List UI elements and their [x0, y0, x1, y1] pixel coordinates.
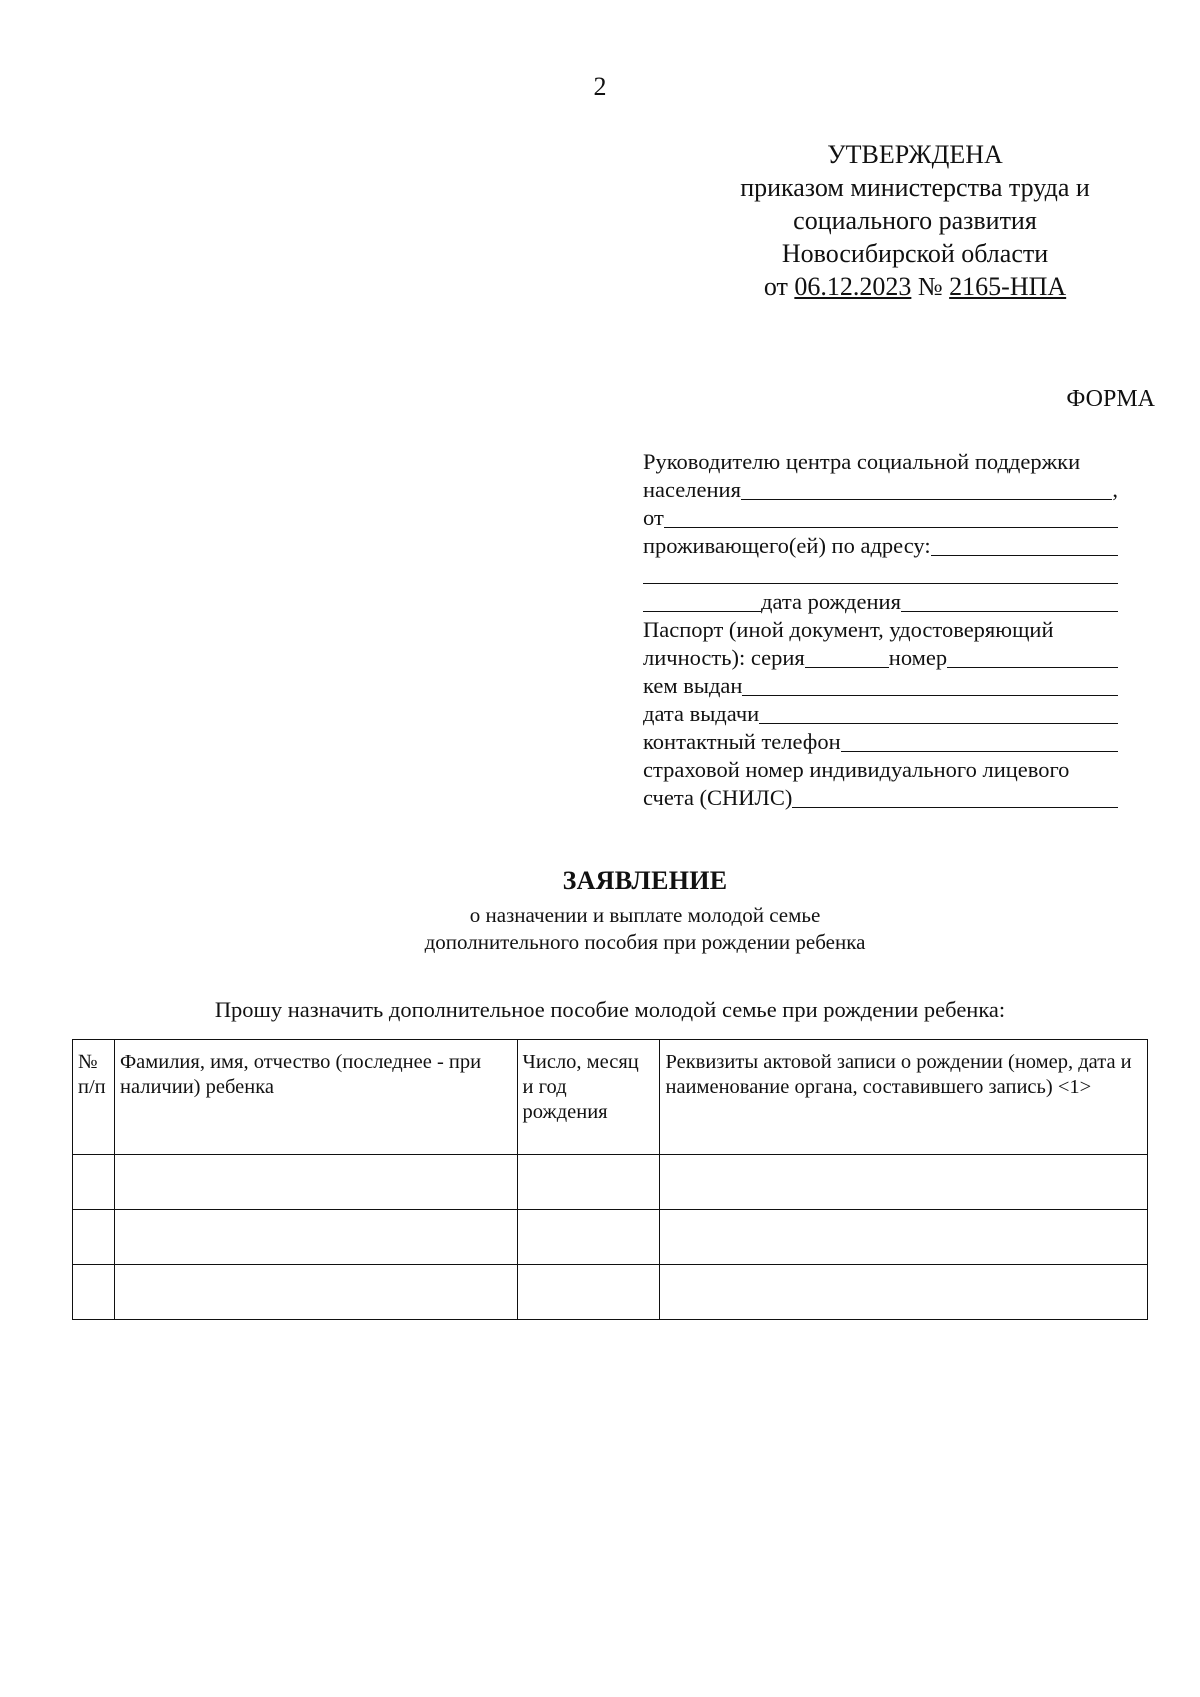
table-row [73, 1265, 1148, 1320]
table-row [73, 1210, 1148, 1265]
table-cell[interactable] [660, 1210, 1148, 1265]
from-field[interactable] [664, 505, 1118, 528]
population-comma: , [1112, 477, 1118, 502]
subtitle-line: о назначении и выплате молодой семье [469, 903, 821, 927]
address-label: проживающего(ей) по адресу: [643, 533, 931, 558]
birth-date-label: дата рождения [761, 589, 901, 614]
table-row [73, 1155, 1148, 1210]
birth-date-field[interactable] [901, 589, 1118, 612]
address-field-2[interactable] [643, 561, 1118, 584]
snils-label-2: счета (СНИЛС) [643, 785, 793, 810]
snils-label: страховой номер индивидуального лицевого [643, 757, 1070, 782]
table-cell[interactable] [73, 1155, 115, 1210]
phone-field[interactable] [841, 729, 1118, 752]
phone-label: контактный телефон [643, 729, 841, 754]
approval-line: Новосибирской области [781, 239, 1049, 268]
issue-date-label: дата выдачи [643, 701, 760, 726]
table-cell[interactable] [114, 1265, 517, 1320]
approval-line: социального развития [793, 206, 1037, 235]
order-number: 2165-НПА [949, 272, 1067, 301]
population-label: населения [643, 477, 741, 502]
request-text: Прошу назначить дополнительное пособие молодой семье при рождении ребенка: [214, 997, 1006, 1022]
table-cell[interactable] [660, 1265, 1148, 1320]
table-cell[interactable] [114, 1210, 517, 1265]
number-prefix: № [917, 272, 943, 301]
order-date: 06.12.2023 [794, 272, 912, 301]
issued-by-label: кем выдан [643, 673, 743, 698]
column-header-birth-record: Реквизиты актовой записи о рождении (номер, дата и наименование органа, составившего запись) <1> [660, 1040, 1148, 1155]
address-field-3[interactable] [643, 589, 761, 612]
approval-date-line [700, 270, 1130, 303]
page-number: 2 [593, 72, 607, 101]
address-line [643, 532, 1118, 560]
address-continuation [643, 560, 1118, 588]
column-header-birth-date: Число, месяц и год рождения [517, 1040, 660, 1155]
table-header-row [73, 1040, 1148, 1155]
birth-date-line [643, 588, 1118, 616]
issue-date-line [643, 700, 1118, 728]
table-cell[interactable] [517, 1265, 660, 1320]
addressee-head: Руководителю центра социальной поддержки [643, 449, 1081, 474]
table-cell[interactable] [73, 1210, 115, 1265]
children-table [72, 1039, 1148, 1320]
issued-by-line [643, 672, 1118, 700]
document-title: ЗАЯВЛЕНИЕ [562, 866, 728, 895]
from-label: от [643, 505, 664, 530]
form-label: ФОРМА [1066, 386, 1155, 412]
series-field[interactable] [805, 645, 889, 668]
document-subtitle [0, 902, 1200, 956]
population-line [643, 476, 1118, 504]
number-label: номер [888, 645, 948, 670]
table-cell[interactable] [517, 1155, 660, 1210]
issued-by-field[interactable] [742, 673, 1118, 696]
addressee-block [643, 448, 1118, 812]
snils-field-line [643, 784, 1118, 812]
passport-line [643, 616, 1118, 644]
table-cell[interactable] [73, 1265, 115, 1320]
population-field[interactable] [741, 477, 1112, 500]
snils-field[interactable] [792, 785, 1118, 808]
passport-label: Паспорт (иной документ, удостоверяющий [643, 617, 1054, 642]
snils-line [643, 756, 1118, 784]
column-header-number: № п/п [73, 1040, 115, 1155]
address-field[interactable] [931, 533, 1118, 556]
from-line [643, 504, 1118, 532]
table-cell[interactable] [114, 1155, 517, 1210]
issue-date-field[interactable] [759, 701, 1118, 724]
table-cell[interactable] [517, 1210, 660, 1265]
approval-stamp [700, 138, 1130, 303]
phone-line [643, 728, 1118, 756]
subtitle-line: дополнительного пособия при рождении ребенка [424, 930, 866, 954]
approval-heading: УТВЕРЖДЕНА [827, 140, 1003, 169]
addressee-line [643, 448, 1118, 476]
series-label: личность): серия [643, 645, 805, 670]
passport-number-field[interactable] [947, 645, 1118, 668]
approval-line: приказом министерства труда и [740, 173, 1090, 202]
passport-series-line [643, 644, 1118, 672]
table-cell[interactable] [660, 1155, 1148, 1210]
column-header-name: Фамилия, имя, отчество (последнее - при наличии) ребенка [114, 1040, 517, 1155]
date-prefix: от [763, 272, 788, 301]
